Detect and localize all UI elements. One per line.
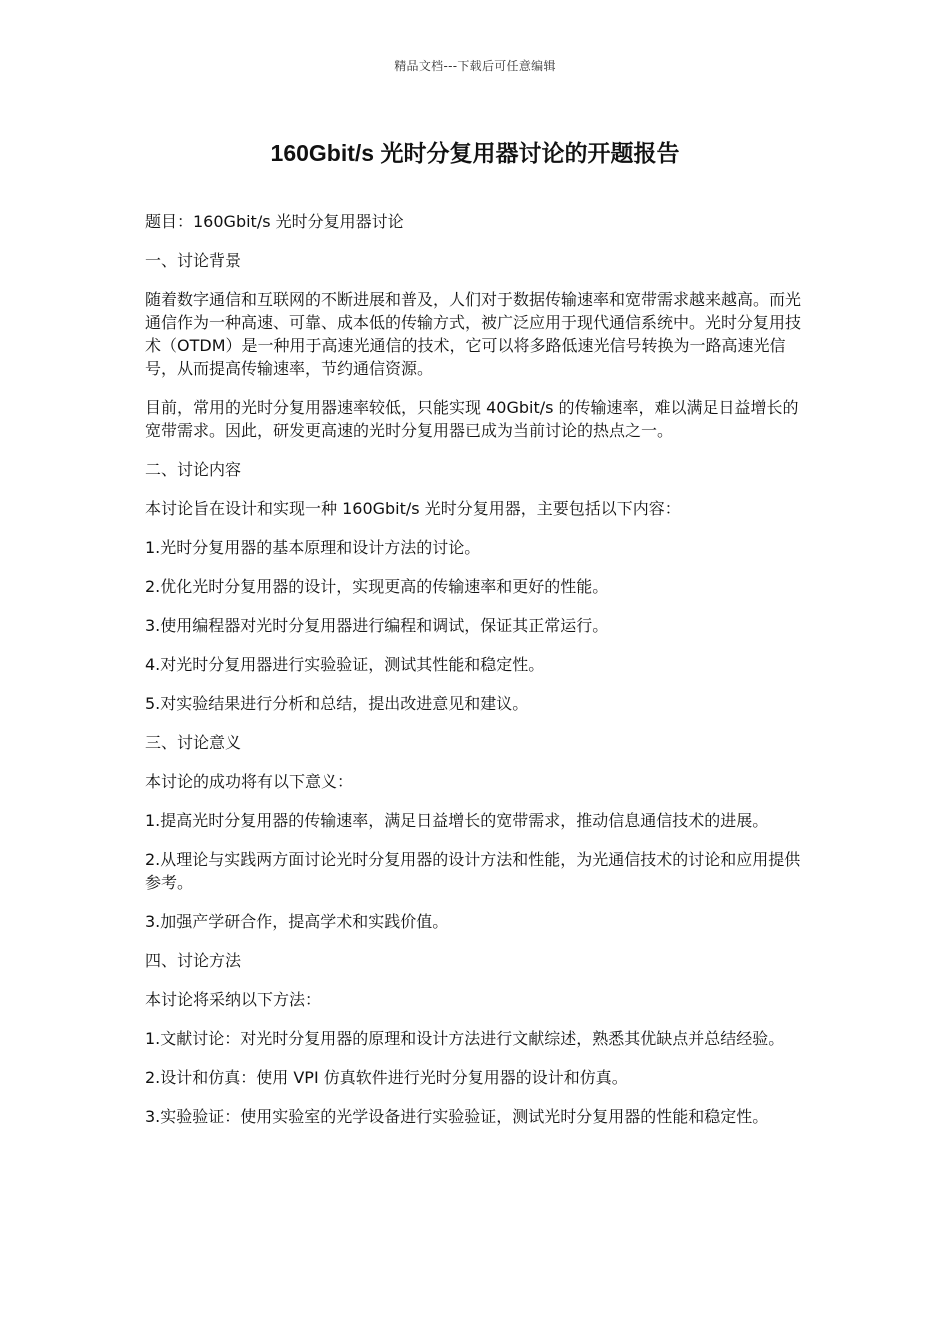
list-item: 2.优化光时分复用器的设计，实现更高的传输速率和更好的性能。 (145, 577, 609, 596)
list-item: 1.文献讨论：对光时分复用器的原理和设计方法进行文献综述，熟悉其优缺点并总结经验。 (145, 1029, 785, 1048)
body-paragraph: 目前，常用的光时分复用器速率较低，只能实现 40Gbit/s 的传输速率，难以满足日益增长的宽带需求。因此，研发更高速的光时分复用器已成为当前讨论的热点之一。 (145, 398, 799, 440)
list-item: 2.设计和仿真：使用 VPI 仿真软件进行光时分复用器的设计和仿真。 (145, 1068, 628, 1087)
list-item: 3.实验验证：使用实验室的光学设备进行实验验证，测试光时分复用器的性能和稳定性。 (145, 1107, 769, 1126)
list-item: 1.光时分复用器的基本原理和设计方法的讨论。 (145, 538, 481, 557)
list-item: 3.加强产学研合作，提高学术和实践价值。 (145, 912, 449, 931)
list-item: 3.使用编程器对光时分复用器进行编程和调试，保证其正常运行。 (145, 616, 609, 635)
document-title: 160Gbit/s 光时分复用器讨论的开题报告 (270, 140, 680, 166)
body-paragraph: 本讨论的成功将有以下意义： (145, 772, 354, 791)
section-heading-background: 一、讨论背景 (145, 251, 242, 270)
list-item: 4.对光时分复用器进行实验验证，测试其性能和稳定性。 (145, 655, 545, 674)
list-item: 5.对实验结果进行分析和总结，提出改进意见和建议。 (145, 694, 529, 713)
list-item: 1.提高光时分复用器的传输速率，满足日益增长的宽带需求，推动信息通信技术的进展。 (145, 811, 769, 830)
list-item: 2.从理论与实践两方面讨论光时分复用器的设计方法和性能，为光通信技术的讨论和应用提供参考。 (145, 850, 801, 892)
body-paragraph: 随着数字通信和互联网的不断进展和普及，人们对于数据传输速率和宽带需求越来越高。而光通信作为一种高速、可靠、成本低的传输方式，被广泛应用于现代通信系统中。光时分复用技术（OTDM）是一种用于高速光通信的技术，它可以将多路低速光信号转换为一路高速光信号，从而提高传输速率，节约通信资源。 (145, 290, 802, 378)
topic-line: 题目：160Gbit/s 光时分复用器讨论 (145, 212, 404, 231)
header-note: 精品文档---下载后可任意编辑 (394, 59, 556, 73)
body-paragraph: 本讨论将采纳以下方法： (145, 990, 322, 1009)
section-heading-content: 二、讨论内容 (145, 460, 242, 479)
body-paragraph: 本讨论旨在设计和实现一种 160Gbit/s 光时分复用器，主要包括以下内容： (145, 499, 681, 518)
document-body (145, 210, 807, 1144)
section-heading-significance: 三、讨论意义 (145, 733, 242, 752)
section-heading-methods: 四、讨论方法 (145, 951, 242, 970)
